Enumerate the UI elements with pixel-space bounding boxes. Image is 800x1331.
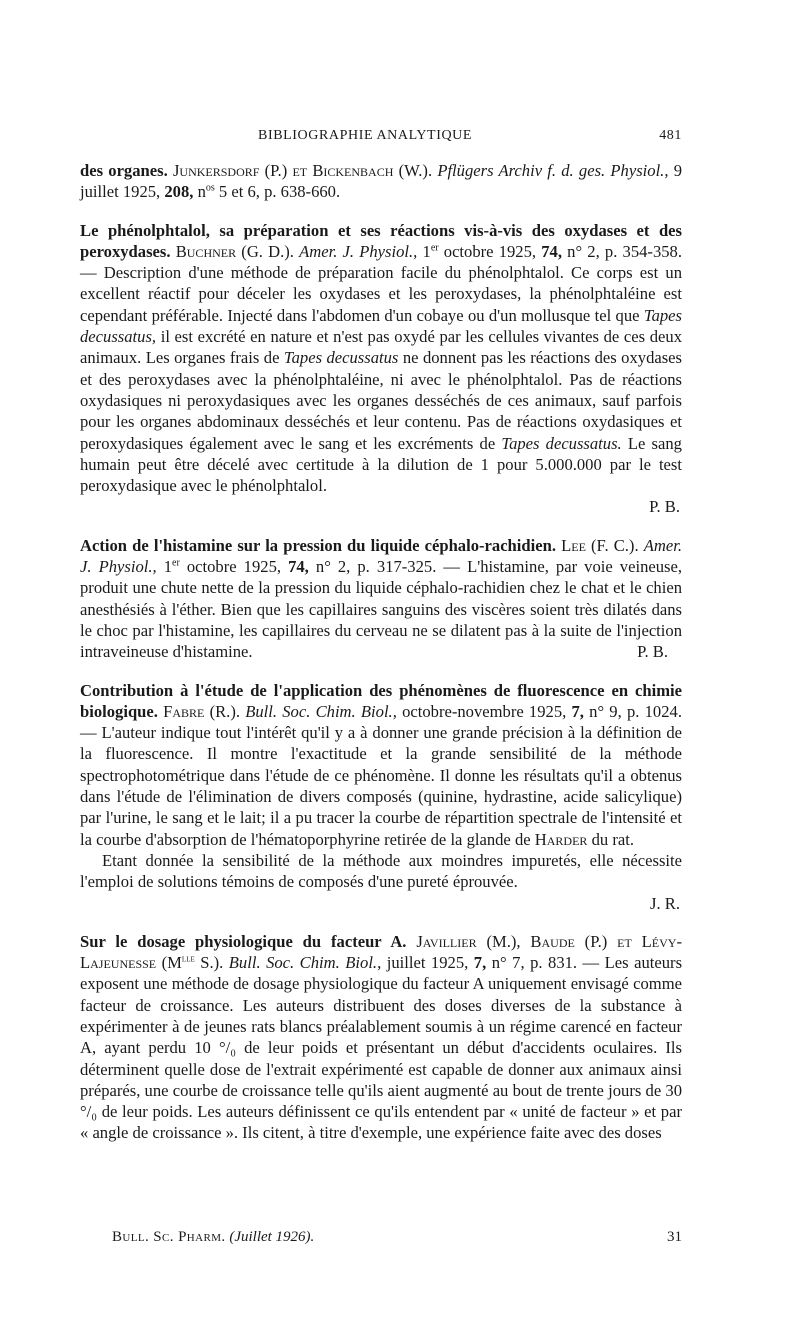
entry-abstract: Description d'une méthode de préparation facile du phénolphtalol. Ce corps est un excellent réactif pour déceler les oxydases et les peroxydases, la phénolphtaléine est cependant préférable. Injecté dans l'abdomen d'un cobaye ou d'un mollusque tel que Tapes decussatus, il est excrété en nature et n'est pas oxydé par les cellules vivantes de ces deux animaux. Les organes frais de Tapes decussatus ne donnent pas les réactions des oxydases et des peroxydases avec la phénolphtaléine, ni avec le phénolphtalol. Pas de réactions oxydasiques ni peroxydasiques avec les organes desséchés de ces animaux, sauf parfois pour les organes abdominaux desséchés et leur contenu. Pas de réactions oxydasiques et peroxydasiques également avec le sang et les excréments de Tapes decussatus. Le sang humain peut être décelé avec certitude à la dilution de 1 pour 5.000.000 par le test peroxydasique avec le phénolphtalol. [80,263,683,496]
entry-title: Contribution à l'étude de l'application des phénomènes de fluorescence en chimie biologique. [80,680,682,721]
bibliography-entry [80,680,682,914]
entry-volume: 74, [541,241,562,261]
entry-volume: 74, [288,557,309,577]
bibliography-entry [80,220,682,518]
footer-journal: Bull. Sc. Pharm. [112,1229,226,1245]
entry-abstract: Les auteurs exposent une méthode de dosage physiologique du facteur A uniquement envisagé comme facteur de croissance. Les auteurs distribuent des doses diverses de la substance à expérimenter à de jeunes rats blancs préalablement soumis à un régime carencé en facteur A, ayant perdu 10 °/₀ de leur poids et présentant un début d'accidents oculaires. Ils déterminent quelle dose de l'extrait expérimenté est capable de donner aux animaux ainsi préparés, une courbe de croissance telle qu'ils aient augmenté au bout de trente jours de 30 °/₀ de leur poids. Les auteurs définissent ce qu'ils entendent par « unité de facteur » et par « angle de croissance ». Ils citent, à titre d'exemple, une expérience faite avec des doses [80,953,683,1143]
page-number: 481 [659,128,682,143]
entry-pages: n° 9, p. 1024. — [80,701,682,743]
entry-title: Action de l'histamine sur la pression du liquide céphalo-rachidien. [80,535,556,555]
entry-signature: P. B. [649,497,680,517]
entry-title: Sur le dosage physiologique du facteur A. [80,931,407,951]
bibliography-entry [80,931,682,1144]
entry-pages: n° 2, p. 354-358. — [80,241,682,283]
entry-abstract: L'histamine, par voie veineuse, produit une chute nette de la pression du liquide céphalo-rachidien chez le chat et le chien anesthésiés à l'éther. Bien que les capillaires sanguins des viscères soient très dilatés dans le choc par l'histamine, les capillaires du cerveau ne se dilatent pas à la suite de l'injection intraveineuse d'histamine. [80,557,682,662]
footer-sheet-number: 31 [667,1229,682,1245]
entry-date: 1er octobre 1925, [163,557,282,577]
entry-authors: Buchner (G. D.). [175,241,294,261]
entry-pages: $n^{os}$ 5 et 6, p. 638-660. [197,182,341,202]
entry-pages: n° 2, p. 317-325. — [315,557,460,577]
article-body [80,160,682,1161]
bibliography-entry [80,160,682,203]
entry-journal: Amer. J. Physiol., [299,241,418,261]
entry-abstract: L'auteur indique tout l'intérêt qu'il y a à donner une grande précision à la définition de la fluorescence. Il montre l'exactitude et la grande sensibilité de la méthode spectrophotométrique dans l'étude de ce phénomène. Il donne les résultats qu'il a obtenus dans l'étude de l'élimination de divers composés (quinine, hydrastine, acide salicylique) par l'urine, le sang et le lait; il a pu tracer la courbe de répartition spectrale de l'intensité et la courbe d'absorption de l'hématoporphyrine retirée de la glande de Harder du rat. [80,723,682,849]
entry-volume: 208, [164,182,194,202]
entry-journal: Bull. Soc. Chim. Biol., [245,701,397,721]
entry-date: 9 juillet 1925, [80,161,682,202]
entry-title: des organes. [80,161,168,180]
entry-authors: Lee (F. C.). [561,535,639,555]
entry-authors: Javillier (M.), Baude (P.) et Lévy-Lajeunesse ($M^{lle}$ S.). [80,931,682,973]
entry-authors: Fabre (R.). [163,701,241,721]
entry-volume: 7, [473,953,487,973]
entry-date: octobre-novembre 1925, [402,701,567,721]
entry-signature: P. B. [637,642,668,662]
entry-authors: Junkersdorf (P.) et Bickenbach (W.). [172,161,433,180]
entry-pages: n° 7, p. 831. — [491,953,600,973]
entry-date: 1er octobre 1925, [422,241,537,261]
entry-date: juillet 1925, [386,953,469,973]
entry-volume: 7, [571,701,584,721]
page-footer [112,1229,682,1246]
running-title: BIBLIOGRAPHIE ANALYTIQUE [258,128,473,143]
entry-signature: J. R. [650,893,680,913]
entry-journal: Bull. Soc. Chim. Biol., [228,953,382,973]
entry-journal: Amer. J. Physiol., [80,535,682,577]
entry-abstract-paragraph: Etant donnée la sensibilité de la méthode aux moindres impuretés, elle nécessite l'emploi de solutions témoins de composés d'une pureté éprouvée. [80,850,682,892]
entry-journal: Pflügers Archiv f. d. ges. Physiol., [437,161,669,180]
footer-issue: (Juillet 1926). [229,1229,315,1245]
bibliography-entry [80,535,682,663]
entry-title: Le phénolphtalol, sa préparation et ses réactions vis-à-vis des oxydases et des peroxydases. [80,220,682,261]
